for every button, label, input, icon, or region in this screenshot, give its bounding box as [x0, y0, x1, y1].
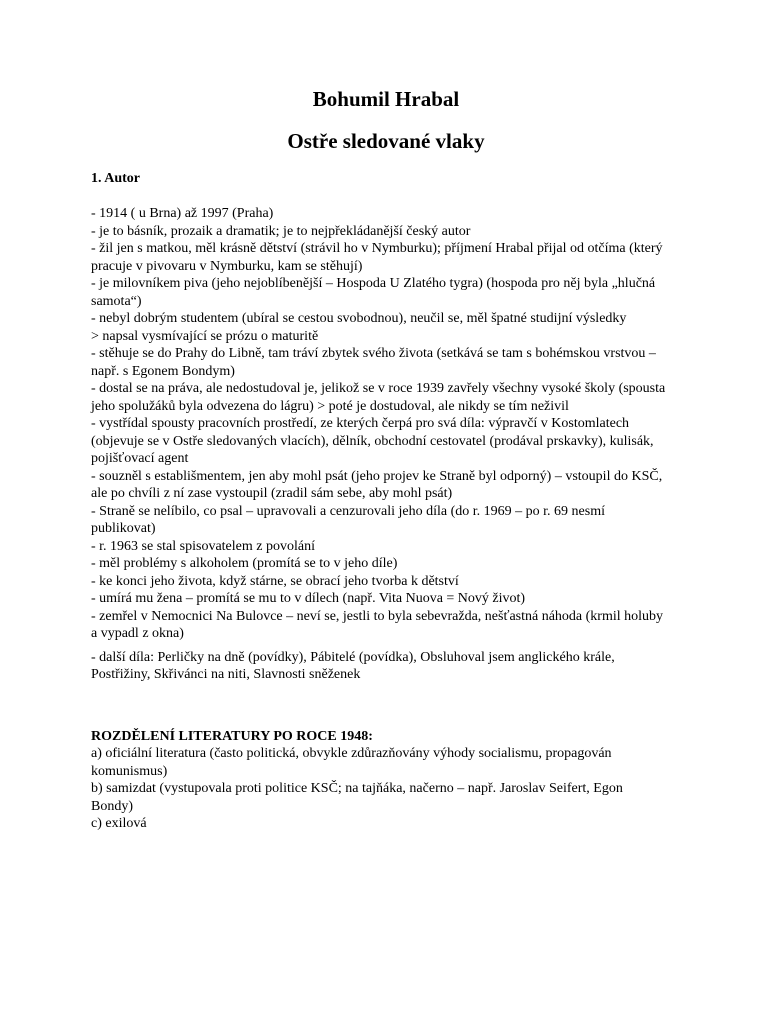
text-line: a) oficiální literatura (často politická, obvykle zdůrazňovány výhody socialismu, propagován [91, 746, 612, 761]
text-line: > napsal vysmívající se prózu o maturitě [91, 328, 319, 344]
text-line: publikovat) [91, 521, 156, 536]
text-line: komunismus) [91, 763, 168, 779]
text-line: - umírá mu žena – promítá se mu to v dílech (např. Vita Nuova = Nový život) [91, 591, 526, 606]
text-line: - Straně se nelíbilo, co psal – upravovali a cenzurovali jeho díla (do r. 1969 – po r. 69 nesmí [91, 503, 605, 519]
text-line: samota“) [91, 293, 142, 309]
text-line: Postřižiny, Skřivánci na niti, Slavnosti sněženek [91, 667, 361, 682]
text-line: - je to básník, prozaik a dramatik; je to nejpřekládanější český autor [91, 223, 471, 239]
text-line: ale po chvíli z ní zase vystoupil (zradil sám sebe, aby mohl psát) [91, 486, 453, 501]
text-line: pracuje v pivovaru v Nymburku, kam se stěhují) [91, 258, 363, 274]
text-line: - r. 1963 se stal spisovatelem z povolání [91, 538, 315, 554]
text-line: - dostal se na práva, ale nedostudoval je, jelikož se v roce 1939 zavřely všechny vysoké školy (spousta [91, 381, 666, 396]
text-line: - je milovníkem piva (jeho nejoblíbenější – Hospoda U Zlatého tygra) (hospoda pro něj byla „hlučná [91, 276, 656, 291]
text-line: jeho spolužáků byla odvezena do lágru) > poté je dostudoval, ale nikdy se tím neživil [91, 398, 569, 414]
document-content [91, 86, 681, 833]
text-line: b) samizdat (vystupovala proti politice KSČ; na tajňáka, načerno – např. Jaroslav Seifert, Egon [91, 781, 623, 796]
author-facts [91, 205, 681, 643]
text-line: c) exilová [91, 816, 147, 831]
text-line: - souzněl s establišmentem, jen aby mohl psát (jeho projev ke Straně byl odporný) – vstoupil do KSČ, [91, 468, 663, 484]
text-line: - nebyl dobrým studentem (ubíral se cestou svobodnou), neučil se, měl špatné studijní výsledky [91, 311, 627, 326]
text-line: - ke konci jeho života, když stárne, se obrací jeho tvorba k dětství [91, 573, 459, 589]
text-line: např. s Egonem Bondym) [91, 363, 235, 379]
text-line: Bondy) [91, 798, 133, 814]
document-title: Bohumil Hrabal [312, 87, 460, 111]
text-line: (objevuje se v Ostře sledovaných vlacích), dělník, obchodní cestovatel (prodával prskavky), kulisák, [91, 433, 654, 449]
text-line: pojišťovací agent [91, 451, 189, 466]
text-line: - další díla: Perličky na dně (povídky), Pábitelé (povídka), Obsluhoval jsem anglického krále, [91, 649, 615, 665]
text-line: - vystřídal spousty pracovních prostředí, ze kterých čerpá pro svá díla: výpravčí v Kostomlatech [91, 416, 630, 431]
text-line: - měl problémy s alkoholem (promítá se to v jeho díle) [91, 556, 398, 571]
other-works [91, 649, 681, 684]
section-heading-rozdeleni: ROZDĚLENÍ LITERATURY PO ROCE 1948: [91, 728, 373, 744]
text-line: - stěhuje se do Prahy do Libně, tam tráví zbytek svého života (setkává se tam s bohémskou vrstvou – [91, 346, 656, 361]
text-line: - 1914 ( u Brna) až 1997 (Praha) [91, 206, 274, 221]
text-line: - žil jen s matkou, měl krásně dětství (strávil ho v Nymburku); příjmení Hrabal přijal od otčíma (který [91, 241, 663, 256]
document-subtitle: Ostře sledované vlaky [287, 129, 485, 153]
text-line: a vypadl z okna) [91, 626, 184, 641]
literature-division [91, 745, 681, 833]
section-heading-autor: 1. Autor [91, 171, 140, 186]
text-line: - zemřel v Nemocnici Na Bulovce – neví se, jestli to byla sebevražda, nešťastná náhoda (krmil holuby [91, 608, 664, 624]
